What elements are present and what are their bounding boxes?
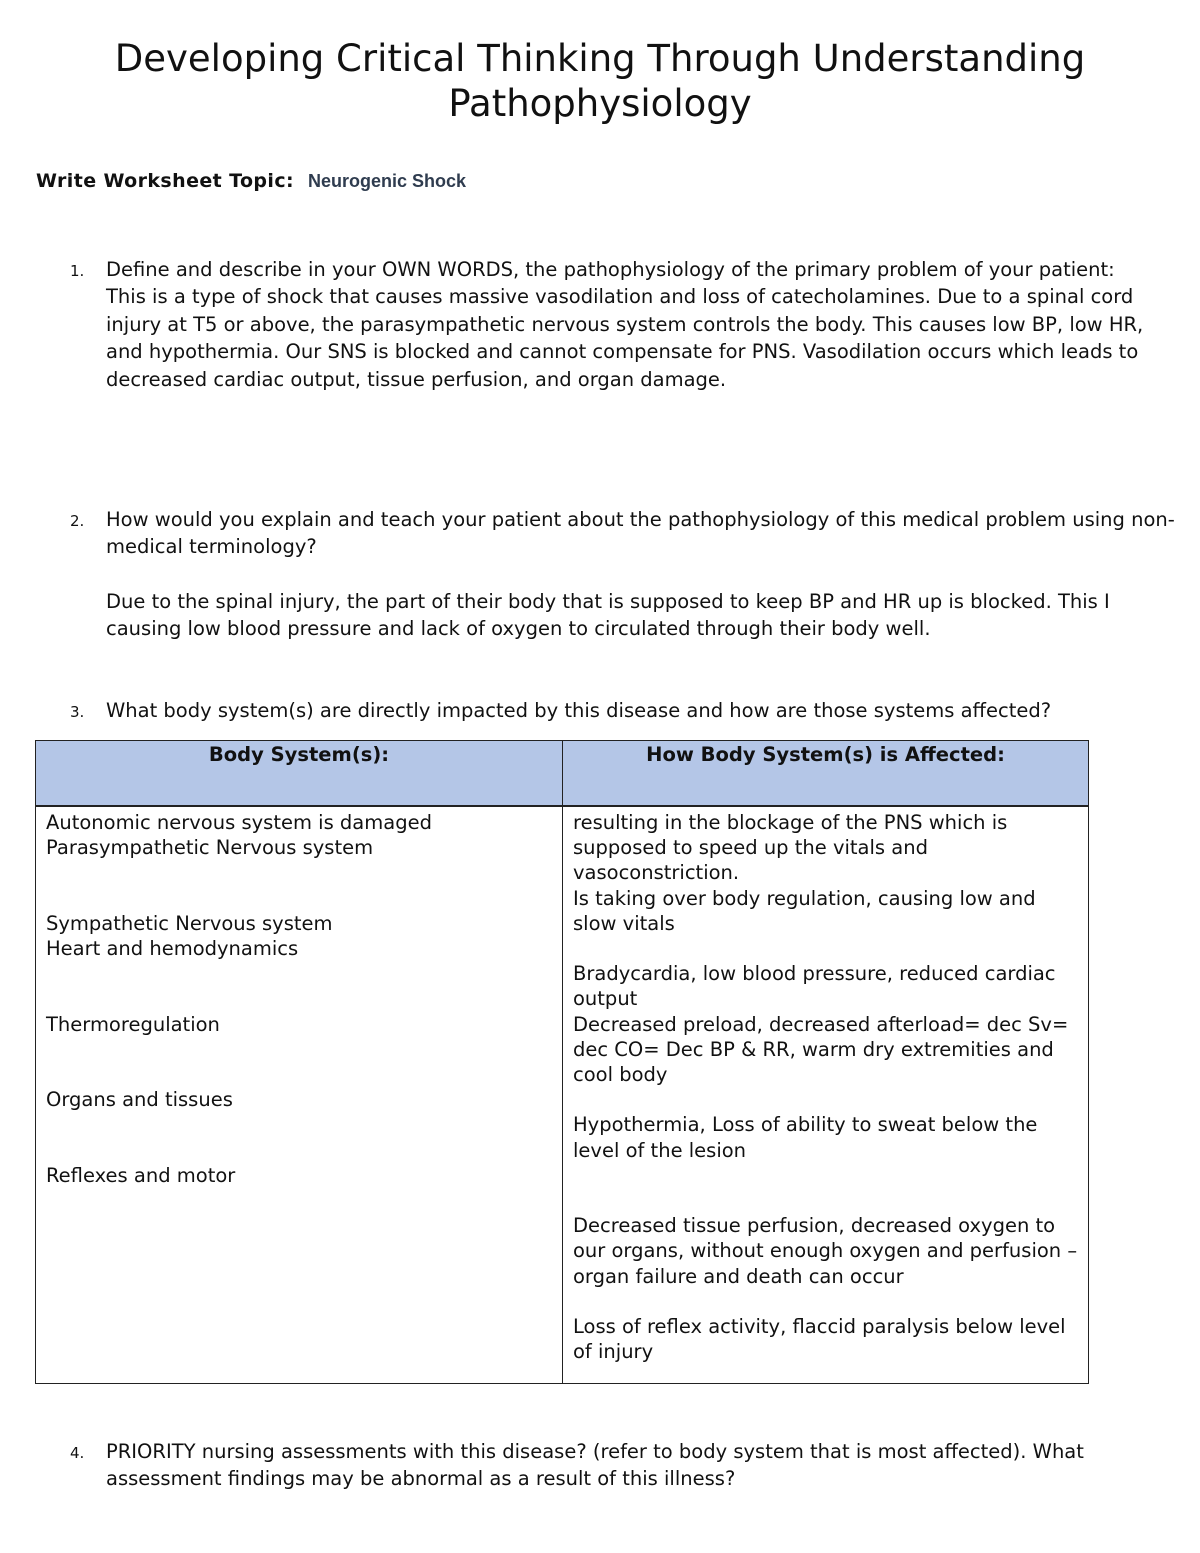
- body-systems-cell[interactable]: Autonomic nervous system is damaged Parasympathetic Nervous system Sympathetic Nervous system Heart and hemodynamics Thermoregulation Organs and tissues Reflexes and motor: [36, 806, 563, 1384]
- question-4-body: [106, 1438, 1146, 1493]
- question-number: 2.: [70, 512, 85, 530]
- question-number: 1.: [70, 262, 85, 280]
- question-2-answer[interactable]: Due to the spinal injury, the part of their body that is supposed to keep BP and HR up is blocked. This I causing low blood pressure and lack of oxygen to circulated through their body well.: [106, 589, 1110, 641]
- how-affected-cell[interactable]: resulting in the blockage of the PNS which is supposed to speed up the vitals and vasoconstriction. Is taking over body regulation, causing low and slow vitals Bradycardia, low blood pressure, reduced cardiac output Decreased preload, decreased afterload= dec Sv= dec CO= Dec BP & RR, warm dry extremities and cool body Hypothermia, Loss of ability to sweat below the level of the lesion Decreased tissue perfusion, decreased oxygen to our organs, without enough oxygen and perfusion – organ failure and death can occur Loss of reflex activity, flaccid paralysis below level of injury: [563, 806, 1089, 1384]
- question-number: 4.: [70, 1444, 85, 1462]
- question-2-text: How would you explain and teach your patient about the pathophysiology of this medical problem using non-medical terminology?: [106, 508, 1175, 559]
- question-1-answer[interactable]: This is a type of shock that causes massive vasodilation and loss of catecholamines. Due to a spinal cord injury at T5 or above, the parasympathetic nervous system controls the body. This causes low BP, low HR, and hypothermia. Our SNS is blocked and cannot compensate for PNS. Vasodilation occurs which leads to decreased cardiac output, tissue perfusion, and organ damage.: [106, 285, 1144, 391]
- topic-value[interactable]: Neurogenic Shock: [308, 171, 467, 191]
- question-2-body: [106, 506, 1186, 643]
- question-4-text: PRIORITY nursing assessments with this disease? (refer to body system that is most affected). What assessment findings may be abnormal as a result of this illness?: [106, 1440, 1084, 1491]
- question-3-text: What body system(s) are directly impacted by this disease and how are those systems affected?: [106, 699, 1052, 722]
- topic-row: [36, 170, 466, 192]
- question-1-text: Define and describe in your OWN WORDS, the pathophysiology of the primary problem of your patient:: [106, 258, 1115, 281]
- question-1-body: [106, 256, 1166, 393]
- question-number: 3.: [70, 703, 85, 721]
- question-3-body: [106, 697, 1196, 724]
- body-systems-table: [35, 740, 1089, 1384]
- table-header-body-system: Body System(s):: [36, 741, 563, 807]
- page-title: Developing Critical Thinking Through Understanding Pathophysiology: [114, 37, 1086, 125]
- table-header-row: [36, 741, 1089, 807]
- topic-label: Write Worksheet Topic:: [36, 170, 294, 192]
- table-row: [36, 806, 1089, 1384]
- table-header-how-affected: How Body System(s) is Affected:: [563, 741, 1089, 807]
